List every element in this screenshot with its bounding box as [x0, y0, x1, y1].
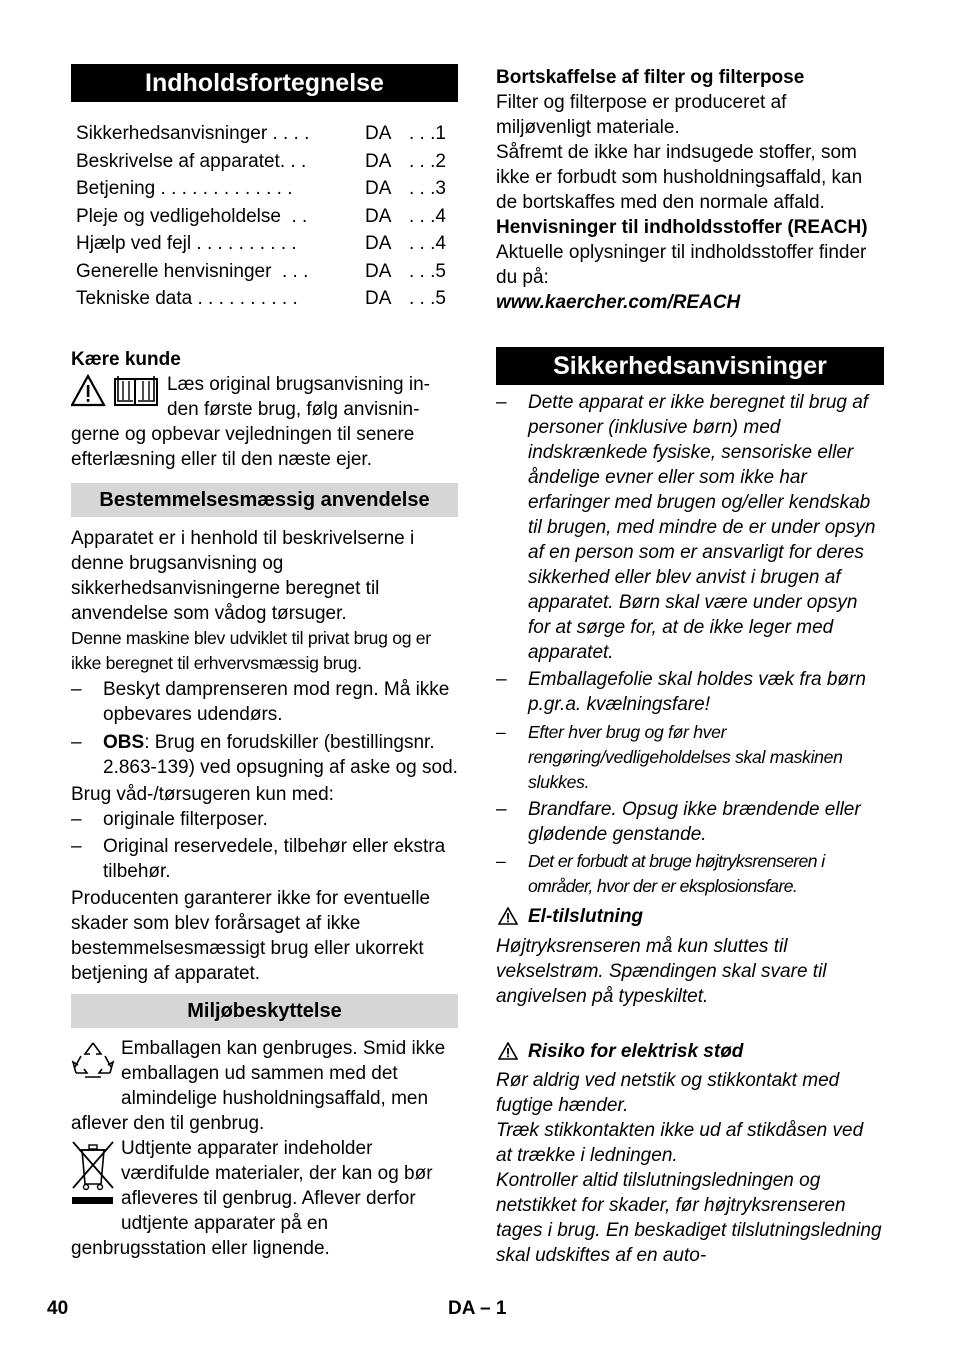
bestem-paragraph-1: Apparatet er i henhold til beskrivelserne i denne brugsanvisning og sikkerhedsanvisningerne beregnet til anvendelse som vådog tørsuger.	[71, 527, 415, 624]
toc-entry-lang: DA	[365, 150, 392, 172]
toc-entry-page: . . .3	[409, 178, 446, 199]
toc-entry-page: . . .5	[409, 260, 446, 282]
list-item-text: Det er forbudt at bruge højtryksrenseren i områder, hvor der er eksplosionsfare.	[528, 851, 825, 896]
toc-row[interactable]	[71, 258, 458, 286]
bestem-paragraph-2: Denne maskine blev udviklet til privat brug og er ikke beregnet til erhvervsmæssig brug.	[71, 627, 431, 673]
list-item	[71, 807, 458, 832]
kunde-line-1: Læs original brugsanvisning in-	[167, 373, 430, 395]
dash-marker: –	[496, 799, 507, 820]
dash-marker: –	[71, 731, 82, 753]
dash-marker: –	[71, 835, 82, 857]
list-item	[71, 730, 458, 780]
toc-entry-lang: DA	[365, 205, 392, 227]
toc-row[interactable]	[71, 203, 458, 231]
list-item-text: : Brug en forudskiller (bestillingsnr. 2.863-139) ved opsugning af aske og sod.	[103, 731, 458, 778]
toc-entry-lang: DA	[365, 233, 392, 254]
toc-row[interactable]	[71, 230, 458, 258]
toc-entry-title: Pleje og vedligeholdelse . .	[76, 205, 308, 227]
toc-entry-page: . . .2	[409, 150, 446, 172]
toc-entry-lang: DA	[365, 178, 392, 199]
list-item	[496, 390, 884, 665]
list-item	[496, 720, 884, 795]
el-paragraph: Højtryksrenseren må kun sluttes til vekselstrøm. Spændingen skal svare til angivelsen på typeskiltet.	[496, 936, 827, 1007]
producent-paragraph: Producenten garanterer ikke for eventuelle skader som blev forårsaget af ikke bestemmelsesmæssigt brug eller ukorrekt betjening af apparatet.	[71, 887, 431, 984]
toc-entry-page: . . .4	[409, 233, 446, 254]
section-heading-kunde: Kære kunde	[71, 348, 181, 370]
el-heading-text: El-tilslutning	[528, 906, 644, 927]
bort-paragraph-2: Såfremt de ikke har indsugede stoffer, som ikke er forbudt som husholdningsaffald, kan de bortskaffes med den normale affald.	[496, 142, 863, 213]
kunde-paragraph	[71, 372, 458, 472]
risiko-paragraph-1: Rør aldrig ved netstik og stikkontakt med fugtige hænder.	[496, 1070, 840, 1116]
dash-marker: –	[496, 392, 507, 413]
risiko-heading	[496, 1039, 884, 1064]
toc-entry-title: Betjening . . . . . . . . . . . . .	[76, 178, 293, 199]
list-item-text: Efter hver brug og før hver rengøring/vedligeholdelses skal maskinen slukkes.	[528, 722, 843, 792]
list-item	[496, 849, 884, 899]
warning-icon	[498, 1042, 518, 1060]
warning-manual-icon	[71, 374, 161, 415]
list-item-text: Brandfare. Opsug ikke brændende eller glødende genstande.	[528, 799, 861, 845]
toc-entry-title: Hjælp ved fejl . . . . . . . . . .	[76, 233, 297, 254]
dash-marker: –	[71, 808, 82, 830]
right-column	[496, 64, 884, 1268]
miljo-text-1: Emballagen kan genbruges. Smid ikke emballagen ud sammen med det almindelige husholdningsaffald, men aflever den til genbrug.	[71, 1037, 446, 1134]
list-item-text: Emballagefolie skal holdes væk fra børn p.gr.a. kvælningsfare!	[528, 669, 866, 715]
left-column	[71, 64, 458, 1261]
safety-list	[496, 390, 884, 899]
list-item-text: Beskyt damprenseren mod regn. Må ikke opbevares udendørs.	[103, 678, 450, 725]
dash-marker: –	[71, 678, 82, 700]
section-heading-bestem: Bestemmelsesmæssig anvendelse	[71, 483, 458, 517]
obs-label: OBS	[103, 731, 145, 753]
dash-marker: –	[496, 722, 506, 742]
weee-bin-icon	[71, 1140, 115, 1215]
toc-row[interactable]	[71, 120, 458, 148]
toc-entry-page: . . .1	[409, 123, 446, 144]
list-item	[496, 667, 884, 717]
list-item-text: Original reservedele, tilbehør eller ekstra tilbehør.	[103, 835, 446, 882]
recycle-icon	[71, 1040, 115, 1087]
toc-entry-title: Tekniske data . . . . . . . . . .	[76, 288, 298, 309]
toc-entry-lang: DA	[365, 288, 392, 309]
bort-paragraph-1: Filter og filterpose er produceret af miljøvenligt materiale.	[496, 92, 787, 138]
reach-paragraph: Aktuelle oplysninger til indholdsstoffer finder du på:	[496, 242, 867, 288]
table-of-contents	[71, 120, 458, 313]
kunde-rest: gerne og opbevar vejledningen til senere efterlæsning eller til den næste ejer.	[71, 423, 415, 470]
section-title-sikker: Sikkerhedsanvisninger	[496, 347, 884, 385]
risiko-paragraph-2: Træk stikkontakten ikke ud af stikdåsen ved at trække i ledningen.	[496, 1120, 864, 1166]
reach-url-link[interactable]: www.kaercher.com/REACH	[496, 292, 741, 313]
section-heading-miljo: Miljøbeskyttelse	[71, 994, 458, 1028]
list-item	[71, 834, 458, 884]
risiko-paragraph-3: Kontroller altid tilslutningsledningen og netstikket for skader, før højtryksrenseren tages i brug. En beskadiget tilslutningsledning skal udskiftes af en auto-	[496, 1170, 882, 1266]
list-item-text: originale filterposer.	[103, 808, 268, 830]
list-item	[71, 677, 458, 727]
list-item	[496, 797, 884, 847]
miljo-paragraph-1	[71, 1036, 458, 1136]
miljo-paragraph-2	[71, 1136, 458, 1261]
toc-entry-lang: DA	[365, 260, 392, 282]
toc-entry-title: Beskrivelse af apparatet. . .	[76, 150, 307, 172]
toc-entry-page: . . .5	[409, 288, 446, 309]
section-heading-reach: Henvisninger til indholdsstoffer (REACH)	[496, 217, 868, 238]
el-heading	[496, 904, 884, 929]
page-label: DA – 1	[448, 1298, 507, 1319]
kunde-line-2: den første brug, følg anvisnin-	[167, 398, 420, 420]
page-number: 40	[47, 1298, 69, 1319]
dash-marker: –	[496, 851, 506, 871]
warning-icon	[498, 907, 518, 925]
toc-entry-page: . . .4	[409, 205, 446, 227]
risiko-heading-text: Risiko for elektrisk stød	[528, 1041, 744, 1062]
section-heading-bort: Bortskaffelse af filter og filterpose	[496, 67, 805, 88]
toc-row[interactable]	[71, 285, 458, 313]
dash-marker: –	[496, 669, 507, 690]
toc-entry-title: Sikkerhedsanvisninger . . . .	[76, 123, 310, 144]
brug-intro: Brug våd-/tørsugeren kun med:	[71, 783, 334, 805]
toc-entry-lang: DA	[365, 123, 392, 144]
toc-title: Indholdsfortegnelse	[71, 64, 458, 102]
toc-entry-title: Generelle henvisninger . . .	[76, 260, 309, 282]
list-item-text: Dette apparat er ikke beregnet til brug af personer (inklusive børn) med indskrænkede fysiske, sensoriske eller åndelige evner eller som ikke har erfaringer med brugen og/eller kendskab til brugen, med mindre de er under opsyn af en person som er ansvarligt for deres sikkerhed eller blev anvist i brugen af apparatet. Børn skal være under opsyn for at sørge for, at de ikke leger med apparatet.	[528, 392, 876, 663]
toc-row[interactable]	[71, 148, 458, 176]
toc-row[interactable]	[71, 175, 458, 203]
miljo-text-2: Udtjente apparater indeholder værdifulde materialer, der kan og bør afleveres til genbrug. Aflever derfor udtjente apparater på en genbrugsstation eller lignende.	[71, 1137, 433, 1259]
